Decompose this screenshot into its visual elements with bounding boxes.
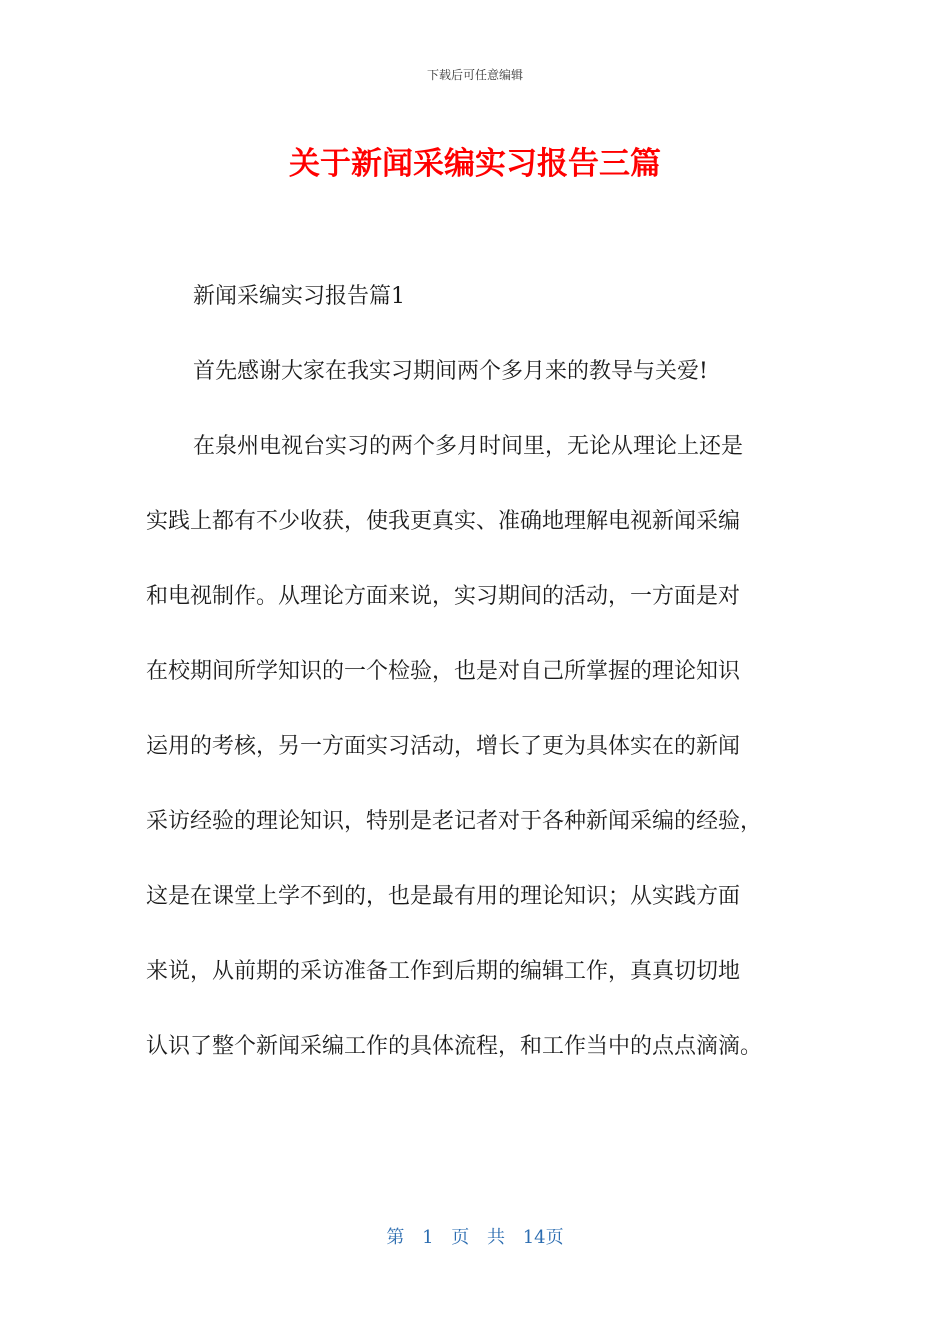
footer-label-ye2: 页	[545, 1227, 564, 1248]
body-line: 在泉州电视台实习的两个多月时间里，无论从理论上还是	[193, 434, 744, 459]
footer-page-total: 14	[522, 1227, 546, 1248]
body-line: 这是在课堂上学不到的，也是最有用的理论知识；从实践方面	[146, 884, 741, 909]
body-line: 和电视制作。从理论方面来说，实习期间的活动，一方面是对	[146, 584, 741, 609]
footer-page-current: 1	[422, 1227, 434, 1248]
body-line: 认识了整个新闻采编工作的具体流程，和工作当中的点点滴滴。	[146, 1034, 763, 1059]
footer-label-gong: 共	[487, 1227, 505, 1248]
body-line: 采访经验的理论知识，特别是老记者对于各种新闻采编的经验，	[146, 809, 763, 834]
body-line: 运用的考核，另一方面实习活动，增长了更为具体实在的新闻	[146, 734, 741, 759]
body-paragraph	[146, 409, 806, 1084]
page-footer	[0, 1226, 950, 1250]
section-heading: 新闻采编实习报告篇1	[193, 284, 405, 309]
body-line: 在校期间所学知识的一个检验，也是对自己所掌握的理论知识	[146, 659, 741, 684]
footer-label-ye: 页	[451, 1227, 470, 1248]
document-title: 关于新闻采编实习报告三篇	[289, 146, 661, 182]
header-note: 下载后可任意编辑	[426, 68, 523, 82]
body-line: 来说，从前期的采访准备工作到后期的编辑工作，真真切切地	[146, 959, 741, 984]
footer-label-di: 第	[386, 1227, 405, 1248]
intro-paragraph: 首先感谢大家在我实习期间两个多月来的教导与关爱!	[193, 359, 708, 384]
body-line: 实践上都有不少收获，使我更真实、准确地理解电视新闻采编	[146, 509, 741, 534]
